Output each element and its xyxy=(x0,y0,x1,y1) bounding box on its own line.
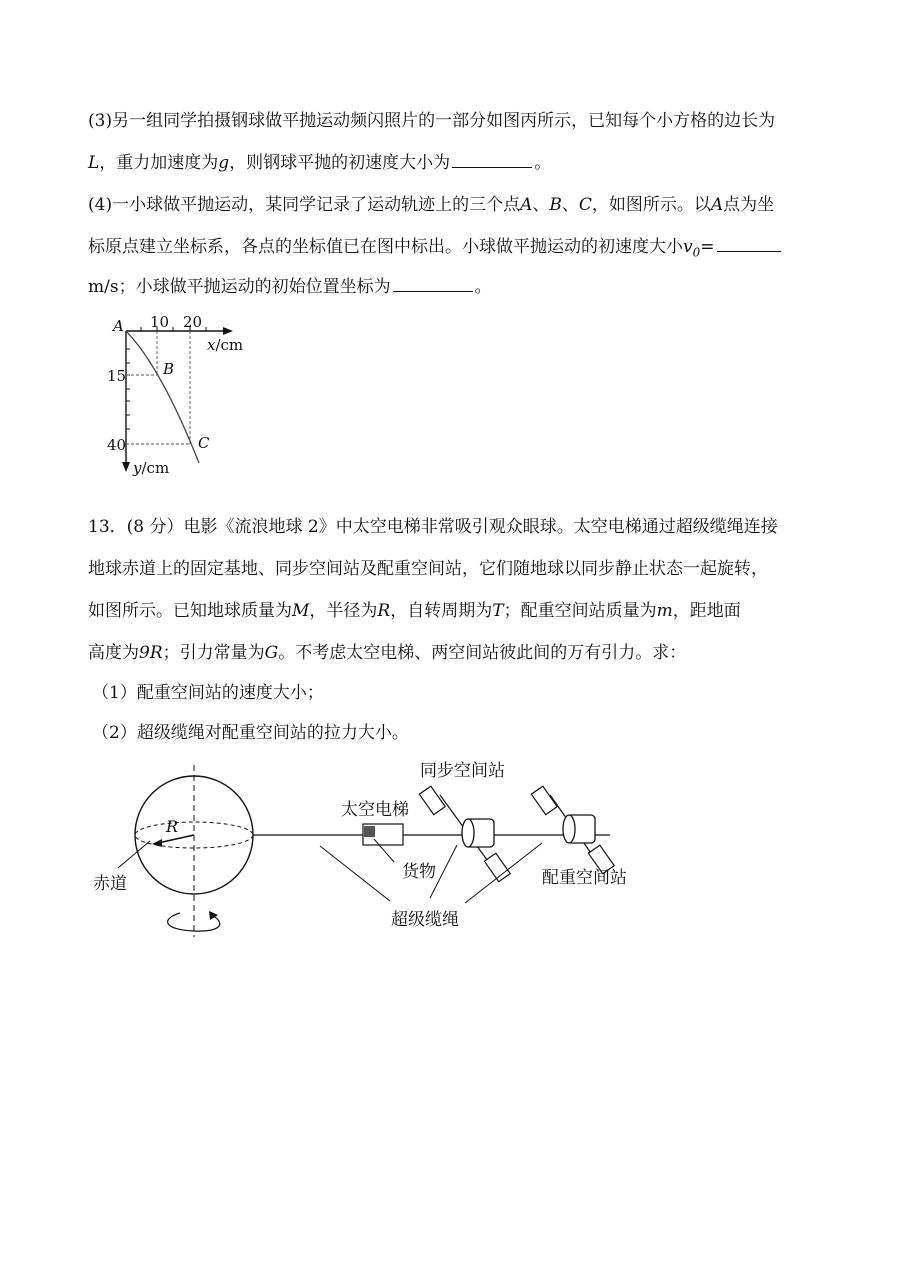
var-M: M xyxy=(292,601,310,621)
space-elevator-figure xyxy=(90,755,650,945)
counter-station-icon xyxy=(531,786,614,874)
q4-text: ，如图所示。以 xyxy=(591,195,711,215)
q13-subquestion: （2）超级缆绳对配重空间站的拉力大小。 xyxy=(92,723,409,743)
x-axis-label: x/cm xyxy=(207,336,244,354)
cargo-label: 货物 xyxy=(402,862,436,882)
y-tick-label: 40 xyxy=(107,436,127,454)
q4-text: 、 xyxy=(561,195,579,215)
var-v: v xyxy=(683,237,693,257)
y-tick-label: 15 xyxy=(107,367,127,385)
var-A: A xyxy=(520,195,533,215)
q13-text: 地球赤道上的固定基地、同步空间站及配重空间站，它们随地球以同步静止状态一起旋转， xyxy=(88,559,768,579)
q4-text: 标原点建立坐标系，各点的坐标值已在图中标出。小球做平抛运动的初速度大小 xyxy=(88,237,683,257)
q13-text: ，自转周期为 xyxy=(390,601,493,621)
var-G: G xyxy=(264,643,279,663)
y-axis-label: y/cm xyxy=(133,459,170,477)
q13-text: ；引力常量为 xyxy=(162,643,265,663)
x-tick-label: 20 xyxy=(183,313,203,331)
q4-line-1 xyxy=(88,190,774,215)
cargo-block xyxy=(364,826,375,837)
q13-line-1 xyxy=(88,512,778,537)
var-g: g xyxy=(218,153,230,173)
q13-text: 。不考虑太空电梯、两空间站彼此间的万有引力。求： xyxy=(278,643,687,663)
q13-line-4 xyxy=(88,638,686,663)
q13-text: ，半径为 xyxy=(309,601,378,621)
var-T: T xyxy=(492,601,504,621)
x-axis-arrow-icon xyxy=(223,327,233,335)
q13-text: 13．(8 分）电影《流浪地球 2》中太空电梯非常吸引观众眼球。太空电梯通过超级缆绳连接 xyxy=(88,517,778,537)
q3-text: ，则钢球平抛的初速度大小为 xyxy=(229,153,451,173)
var-L: L xyxy=(88,153,100,173)
answer-blank-initial-position[interactable] xyxy=(393,277,473,292)
q4-text: (4)一小球做平抛运动，某同学记录了运动轨迹上的三个点 xyxy=(88,195,521,215)
trajectory-curve xyxy=(126,331,199,463)
guide-lines xyxy=(126,331,190,444)
equator-label: 赤道 xyxy=(93,874,127,894)
q3-line-2 xyxy=(88,148,551,173)
elevator-label: 太空电梯 xyxy=(341,800,409,820)
var-R: R xyxy=(377,601,391,621)
q3-text: ，重力加速度为 xyxy=(99,153,219,173)
point-c-label: C xyxy=(198,434,210,452)
var-B: B xyxy=(549,195,562,215)
var-C: C xyxy=(578,195,592,215)
x-tick-label: 10 xyxy=(150,313,170,331)
q4-text: m/s；小球做平抛运动的初始位置坐标为 xyxy=(88,277,391,297)
trajectory-graph xyxy=(95,305,265,485)
q13-text: ；配重空间站质量为 xyxy=(503,601,657,621)
q4-line-2 xyxy=(88,232,783,259)
radius-arrow-icon xyxy=(152,839,162,847)
q4-text: = xyxy=(700,237,715,257)
q3-line-1 xyxy=(88,106,775,131)
answer-blank-v0[interactable] xyxy=(717,237,781,252)
sync-station-label: 同步空间站 xyxy=(420,761,505,781)
q13-line-2 xyxy=(88,554,768,579)
q13-sub-2 xyxy=(92,718,409,743)
radius-label: R xyxy=(166,817,179,836)
equator-pointer xyxy=(118,841,150,868)
q4-line-3 xyxy=(88,272,492,297)
q4-text: 点为坐 xyxy=(723,195,775,215)
q13-text: ，距地面 xyxy=(672,601,741,621)
var-m: m xyxy=(656,601,673,621)
q13-text: 如图所示。已知地球质量为 xyxy=(88,601,292,621)
var-9R: 9R xyxy=(139,643,163,663)
point-b-label: B xyxy=(163,360,175,378)
answer-blank-initial-speed[interactable] xyxy=(452,153,532,168)
q13-sub-1 xyxy=(92,678,324,703)
point-a-label: A xyxy=(113,317,124,335)
cable-label: 超级缆绳 xyxy=(391,910,459,930)
y-axis-arrow-icon xyxy=(122,462,130,472)
q13-subquestion: （1）配重空间站的速度大小； xyxy=(92,683,324,703)
q13-line-3 xyxy=(88,596,741,621)
q3-text: (3)另一组同学拍摄钢球做平抛运动频闪照片的一部分如图丙所示，已知每个小方格的边长为 xyxy=(88,111,776,131)
q3-text: 。 xyxy=(534,153,552,173)
q4-text: 。 xyxy=(474,277,492,297)
var-v-subscript: 0 xyxy=(692,245,701,260)
q13-text: 高度为 xyxy=(88,643,139,663)
counter-station-label: 配重空间站 xyxy=(542,868,627,888)
var-A: A xyxy=(710,195,724,215)
radius-line xyxy=(158,835,194,843)
q4-text: 、 xyxy=(532,195,550,215)
